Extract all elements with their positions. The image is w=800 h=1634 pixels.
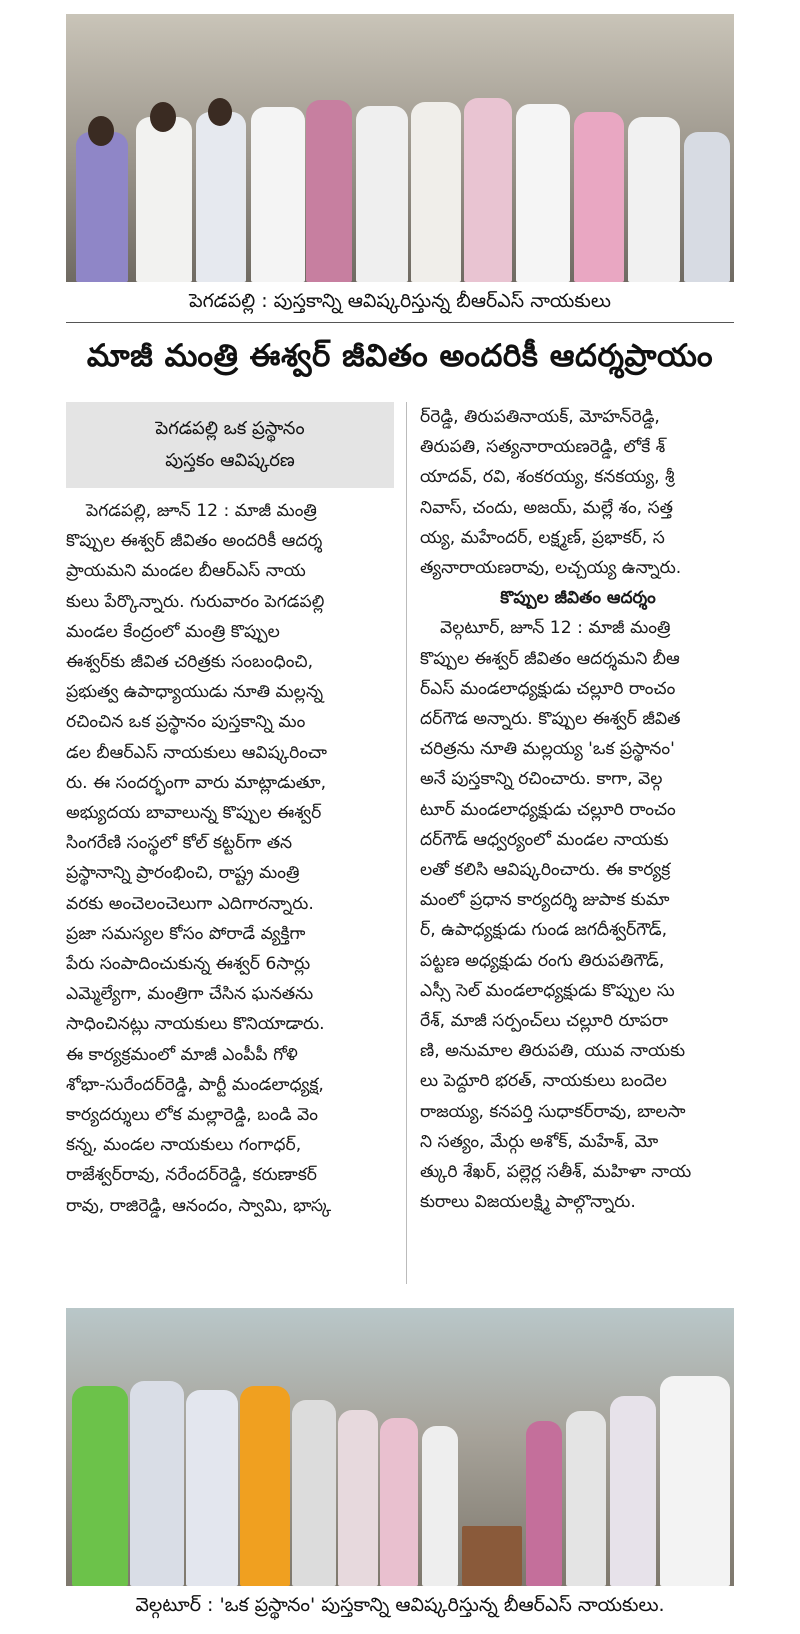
- story1-subhead-box: [66, 402, 394, 488]
- text-line: రావు, రాజిరెడ్డి, ఆనందం, స్వామి, భాస్క: [66, 1195, 332, 1216]
- top-news-photo: [66, 14, 734, 282]
- text-line: ని సత్యం, మేర్గు అశోక్, మహేశ్, మో: [420, 1131, 659, 1152]
- text-line: ణి, అనుమాల తిరుపతి, యువ నాయకు: [420, 1041, 686, 1062]
- text-line: పట్టణ అధ్యక్షుడు రంగు తిరుపతిగౌడ్,: [420, 950, 665, 971]
- text-line: రాజేశ్వర్‌రావు, నరేందర్‌రెడ్డి, కరుణాకర్: [66, 1165, 317, 1186]
- text-line: వెల్గటూర్, జూన్ 12 : మాజీ మంత్రి: [440, 618, 671, 639]
- text-line: లతో కలిసి ఆవిష్కరించారు. ఈ కార్యక్ర: [420, 860, 671, 881]
- text-line: పెగడపల్లి, జూన్ 12 : మాజీ మంత్రి: [86, 501, 317, 521]
- text-line: ప్రభుత్వ ఉపాధ్యాయుడు నూతి మల్లన్న: [66, 682, 324, 703]
- text-line: సింగరేణి సంస్థలో కోల్ కట్టర్‌గా తన: [66, 833, 293, 854]
- text-line: పేరు సంపాదించుకున్న ఈశ్వర్ 6సార్లు: [66, 954, 311, 975]
- text-line: రు. ఈ సందర్భంగా వారు మాట్లాడుతూ,: [66, 772, 327, 793]
- text-line: ర్ఎస్ మండలాధ్యక్షుడు చల్లూరి రాంచం: [420, 678, 676, 699]
- text-line: ర్‌రెడ్డి, తిరుపతినాయక్, మోహన్‌రెడ్డి,: [420, 407, 660, 427]
- text-line: శోభా-సురేందర్‌రెడ్డి, పార్టీ మండలాధ్యక్ష,: [66, 1074, 324, 1095]
- text-line: ఈ కార్యక్రమంలో మాజీ ఎంపీపీ గోళి: [66, 1044, 298, 1065]
- text-line: టూర్ మండలాధ్యక్షుడు చల్లూరి రాంచం: [420, 799, 676, 820]
- text-line: త్యనారాయణరావు, లచ్చయ్య ఉన్నారు.: [420, 558, 682, 579]
- story1-body: [66, 496, 396, 1221]
- top-photo-caption: పెగడపల్లి : పుస్తకాన్ని ఆవిష్కరిస్తున్న బీఆర్ఎస్ నాయకులు: [189, 290, 611, 312]
- text-line: మంలో ప్రధాన కార్యదర్శి జుపాక కుమా: [420, 890, 670, 911]
- text-line: రాజయ్య, కనపర్తి సుధాకర్‌రావు, బాలసా: [420, 1101, 686, 1122]
- text-line: లు పెద్దూరి భరత్, నాయకులు బందెల: [420, 1071, 667, 1092]
- text-line: సాధించినట్లు నాయకులు కొనియాడారు.: [66, 1014, 325, 1035]
- main-headline: మాజీ మంత్రి ఈశ్వర్ జీవితం అందరికీ ఆదర్శప్రాయం: [86, 338, 714, 374]
- text-line: యాదవ్, రవి, శంకరయ్య, కనకయ్య, శ్రీ: [420, 467, 675, 488]
- text-line: అనే పుస్తకాన్ని రచించారు. కాగా, వెల్గ: [420, 769, 663, 790]
- story1-subhead-line2: పుస్తకం ఆవిష్కరణ: [165, 450, 295, 471]
- story2-subhead: కొప్పుల జీవితం ఆదర్శం: [500, 588, 656, 609]
- bottom-photo-caption: వెల్గటూర్ : 'ఒక ప్రస్థానం' పుస్తకాన్ని ఆవిష్కరిస్తున్న బీఆర్ఎస్ నాయకులు.: [135, 1594, 665, 1616]
- text-line: రేశ్, మాజీ సర్పంచ్‌లు చల్లూరి రూపరా: [420, 1011, 669, 1032]
- crowd-illustration: [66, 46, 734, 282]
- text-line: కొప్పుల ఈశ్వర్ జీవితం ఆదర్శమని బీఆ: [420, 648, 680, 669]
- bottom-news-photo: [66, 1308, 734, 1586]
- story2-body: [420, 613, 736, 1217]
- text-line: డల బీఆర్ఎస్ నాయకులు ఆవిష్కరించా: [66, 742, 327, 763]
- text-line: రచించిన ఒక ప్రస్థానం పుస్తకాన్ని మం: [66, 712, 306, 733]
- text-line: నివాస్, చందు, అజయ్, మల్లే శం, సత్త: [420, 497, 674, 518]
- text-line: త్కురి శేఖర్, పల్లెర్ల సతీశ్, మహిళా నాయ: [420, 1162, 692, 1183]
- text-line: దర్‌గౌడ్ ఆధ్వర్యంలో మండల నాయకు: [420, 829, 669, 850]
- divider-line: [66, 322, 734, 323]
- text-line: వరకు అంచెలంచెలుగా ఎదిగారన్నారు.: [66, 893, 314, 914]
- text-line: ఎస్సీ సెల్ మండలాధ్యక్షుడు కొప్పుల సు: [420, 980, 675, 1001]
- crowd-illustration: [66, 1341, 734, 1586]
- text-line: చరిత్రను నూతి మల్లయ్య 'ఒక ప్రస్థానం': [420, 739, 675, 760]
- text-line: దర్‌గౌడ అన్నారు. కొప్పుల ఈశ్వర్ జీవిత: [420, 709, 681, 730]
- text-line: కన్న, మండల నాయకులు గంగాధర్,: [66, 1135, 302, 1156]
- text-line: ప్రాయమని మండల బీఆర్ఎస్ నాయ: [66, 561, 306, 582]
- text-line: మండల కేంద్రంలో మంత్రి కొప్పుల: [66, 621, 280, 642]
- right-column: [420, 402, 736, 1217]
- column-divider: [406, 402, 407, 1284]
- text-line: తిరుపతి, సత్యనారాయణరెడ్డి, లోకే శ్: [420, 437, 666, 458]
- story1-continuation: [420, 402, 736, 583]
- text-line: అభ్యుదయ బావాలున్న కొప్పుల ఈశ్వర్: [66, 803, 322, 824]
- text-line: య్య, మహేందర్, లక్ష్మణ్, ప్రభాకర్, స: [420, 527, 665, 548]
- text-line: ర్, ఉపాధ్యక్షుడు గుండ జగదీశ్వర్‌గౌడ్,: [420, 920, 668, 941]
- text-line: ప్రజా సమస్యల కోసం పోరాడే వ్యక్తిగా: [66, 923, 306, 944]
- story1-subhead-line1: పెగడపల్లి ఒక ప్రస్థానం: [155, 418, 305, 439]
- text-line: ఎమ్మెల్యేగా, మంత్రిగా చేసిన ఘనతను: [66, 984, 314, 1005]
- text-line: కార్యదర్శులు లోక మల్లారెడ్డి, బండి వెం: [66, 1105, 318, 1126]
- text-line: ఈశ్వర్‌కు జీవిత చరిత్రకు సంబంధించి,: [66, 652, 314, 673]
- text-line: కొప్పుల ఈశ్వర్ జీవితం అందరికీ ఆదర్శ: [66, 531, 323, 552]
- text-line: కులు పేర్కొన్నారు. గురువారం పెగడపల్లి: [66, 591, 325, 612]
- text-line: ప్రస్థానాన్ని ప్రారంభించి, రాష్ట్ర మంత్రి: [66, 863, 300, 884]
- text-line: కురాలు విజయలక్ష్మి పాల్గొన్నారు.: [420, 1192, 636, 1213]
